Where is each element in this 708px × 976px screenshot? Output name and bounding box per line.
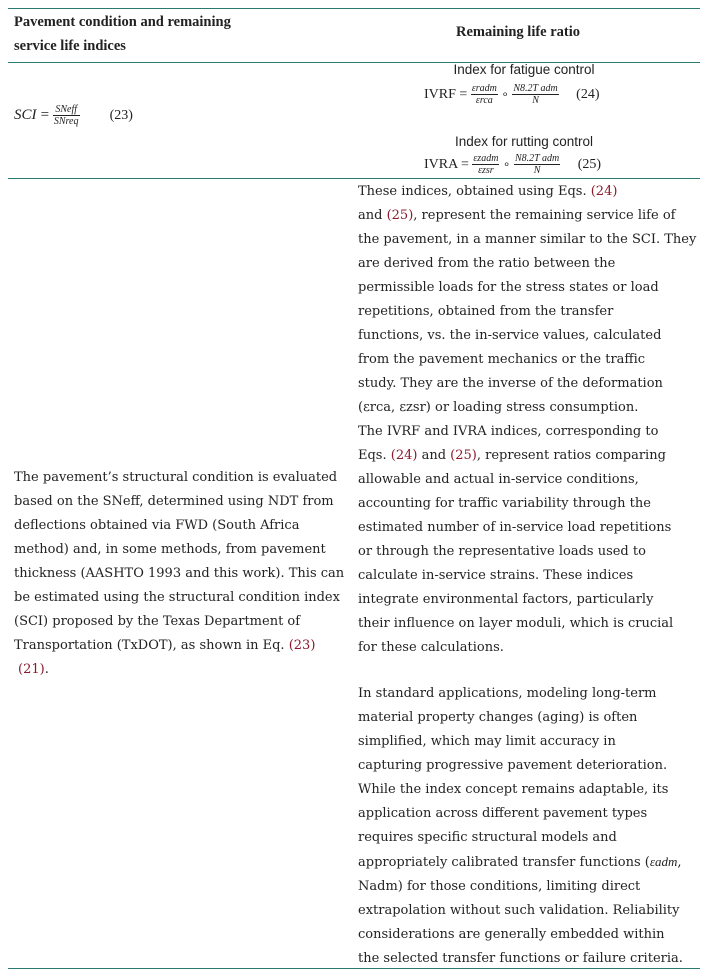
table-top-rule — [8, 8, 700, 9]
eq24-link[interactable]: (24) — [590, 184, 618, 199]
right-line: requires specific structural models and — [358, 830, 617, 845]
right-line: capturing progressive pavement deterioration. — [358, 758, 668, 773]
left-line: thickness (AASHTO 1993 and this work). This can — [14, 566, 345, 581]
right-line: the selected transfer functions or failure criteria. — [358, 951, 683, 966]
row1-bottom-rule — [8, 178, 700, 179]
ivra-fraction-1 — [472, 153, 499, 176]
left-line: based on the SNeff, determined using NDT from — [14, 494, 334, 509]
ivra-num1: εzadm — [473, 153, 499, 165]
left-paragraph — [14, 466, 354, 682]
right-line: accounting for traffic variability through the — [358, 496, 651, 511]
ivrf-fraction-2 — [512, 83, 558, 106]
sci-equation: SCI = $\frac{\text{SNeff}}{\text{SNreq}}$ (23) — [14, 104, 133, 127]
eq23-link[interactable]: (23) — [288, 638, 316, 653]
ivrf-den1: εrca — [475, 95, 493, 107]
right-line: permissible loads for the stress states or load — [358, 280, 659, 295]
sci-numerator: SNeff — [53, 104, 80, 116]
sci-eq-number: (23) — [109, 108, 133, 123]
right-line: Eqs. (24) and (25), represent ratios comparing — [358, 448, 666, 463]
right-line: simplified, which may limit accuracy in — [358, 734, 616, 749]
ivra-lhs: IVRA — [424, 157, 458, 172]
ivra-fraction-2 — [514, 153, 560, 176]
left-line: Transportation (TxDOT), as shown in Eq. (23) — [14, 638, 316, 653]
ivra-den2: N — [533, 165, 541, 177]
sci-denominator: SNreq — [53, 116, 79, 127]
sci-lhs: SCI — [14, 107, 37, 123]
right-line: In standard applications, modeling long-term — [358, 686, 657, 701]
sci-fraction — [53, 104, 80, 127]
right-line: for these calculations. — [358, 640, 504, 655]
right-line: calculate in-service strains. These indices — [358, 568, 634, 583]
left-line: deflections obtained via FWD (South Africa — [14, 518, 300, 533]
right-line: the pavement, in a manner similar to the SCI. They — [358, 232, 697, 247]
right-line: appropriately calibrated transfer functions (εadm, — [358, 854, 682, 870]
right-line: integrate environmental factors, particularly — [358, 592, 654, 607]
left-line: The pavement’s structural condition is evaluated — [14, 470, 338, 485]
ivra-title: Index for rutting control — [454, 134, 594, 149]
right-line: estimated number of in-service load repetitions — [358, 520, 672, 535]
left-line: (SCI) proposed by the Texas Department of — [14, 614, 301, 629]
right-line: (εrca, εzsr) or loading stress consumption. — [358, 400, 639, 415]
right-line: functions, vs. the in-service values, calculated — [358, 328, 662, 343]
ivrf-num2: N8.2T adm — [513, 83, 558, 95]
right-paragraph-2 — [358, 682, 700, 971]
ivra-equation: IVRA = $\frac{\text{εzadm}}{\text{εzsr}}$ ∘ $\frac{\text{N8.2T adm}}{N}$ (25) — [424, 153, 602, 177]
right-line: These indices, obtained using Eqs. (24) — [358, 184, 618, 199]
eq25-link[interactable]: (25) — [386, 208, 414, 223]
eq24-link[interactable]: (24) — [390, 448, 418, 463]
right-line: material property changes (aging) is often — [358, 710, 638, 725]
header-col1-line2: service life indices — [14, 38, 126, 54]
right-line: or through the representative loads used to — [358, 544, 646, 559]
header-col1-line1: Pavement condition and remaining — [14, 14, 231, 30]
right-line: their influence on layer moduli, which is crucial — [358, 616, 674, 631]
right-line: and (25), represent the remaining service life of — [358, 208, 676, 223]
right-line: study. They are the inverse of the deformation — [358, 376, 663, 391]
right-line: allowable and actual in-service conditions, — [358, 472, 639, 487]
ivrf-equation: IVRF = $\frac{\text{εradm}}{\text{εrca}}$ ∘ $\frac{\text{N8.2T adm}}{N}$ (24) — [424, 83, 600, 107]
ivrf-eq-number: (24) — [576, 87, 600, 102]
eq25-link[interactable]: (25) — [450, 448, 477, 463]
ivrf-fraction-1 — [471, 83, 498, 106]
left-line: method) and, in some methods, from pavement — [14, 542, 326, 557]
ivra-num2: N8.2T adm — [514, 153, 560, 165]
ref21-link[interactable]: (21) — [18, 662, 45, 677]
left-line: be estimated using the structural condition index — [14, 590, 340, 605]
right-paragraph-1 — [358, 180, 700, 660]
right-line: The IVRF and IVRA indices, corresponding to — [358, 424, 659, 439]
ivrf-lhs: IVRF — [424, 87, 456, 102]
ivrf-num1: εradm — [471, 83, 497, 95]
ivrf-title: Index for fatigue control — [453, 62, 595, 77]
right-line: application across different pavement types — [358, 806, 648, 821]
right-line: While the index concept remains adaptable, its — [358, 782, 669, 797]
right-line: are derived from the ratio between the — [358, 256, 616, 271]
ivra-den1: εzsr — [478, 165, 494, 177]
right-line: from the pavement mechanics or the traffic — [358, 352, 646, 367]
ivra-eq-number: (25) — [577, 157, 602, 172]
header-col1 — [14, 10, 344, 58]
right-line: considerations are generally embedded within — [358, 927, 665, 942]
right-line: repetitions, obtained from the transfer — [358, 304, 614, 319]
right-line: Nadm) for those conditions, limiting direct — [358, 879, 641, 894]
right-line: extrapolation without such validation. Reliability — [358, 903, 680, 918]
left-line: (21). — [18, 662, 49, 677]
ivrf-den2: N — [532, 95, 539, 107]
header-col2: Remaining life ratio — [456, 24, 581, 40]
